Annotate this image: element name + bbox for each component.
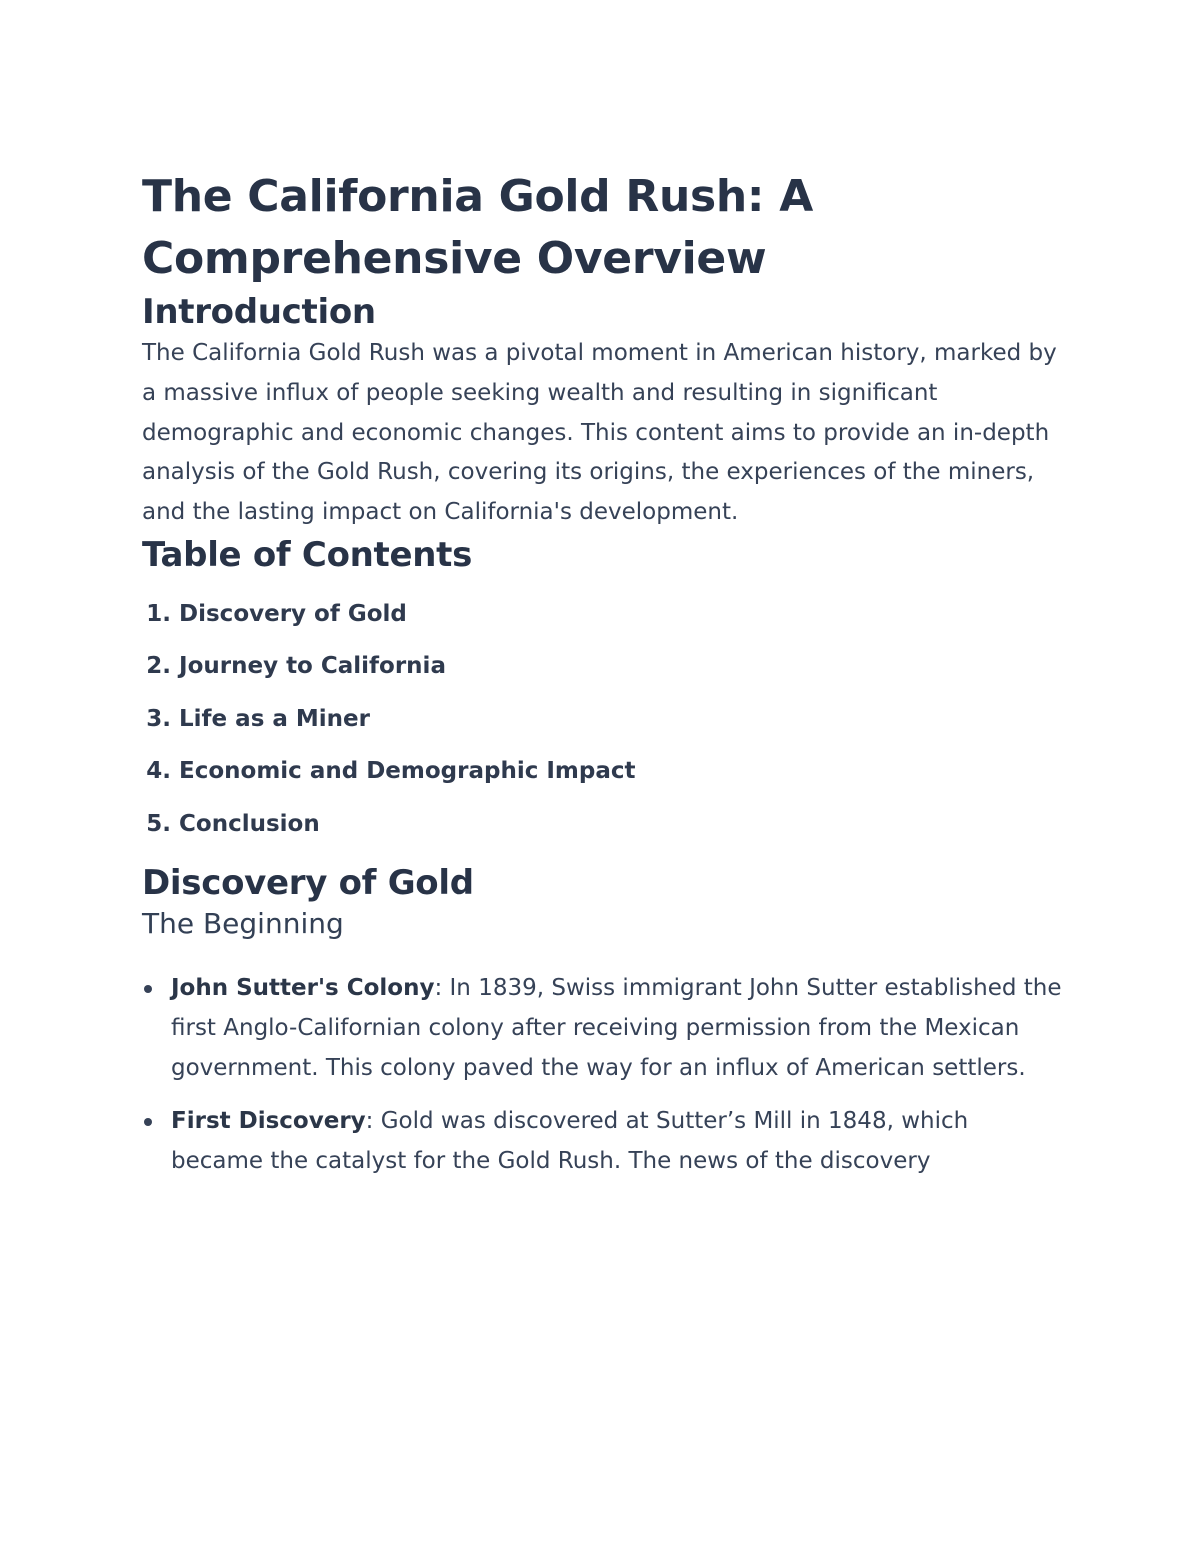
bullet-term: First Discovery [171,1108,366,1135]
bullet-dot-icon [144,985,152,993]
toc-item-label: Discovery of Gold [179,600,407,627]
introduction-paragraph: The California Gold Rush was a pivotal moment in American history, marked by a massive influx of people seeking wealth and resulting in significant demographic and economic changes. This content aims to provide an in-depth analysis of the Gold Rush, covering its origins, the experiences of the miners, and the lasting impact on California's development. [142,340,1057,526]
bullet-term: John Sutter's Colony [171,975,435,1002]
bullet-text: : Gold was discovered at Sutter’s Mill in 1848, which became the catalyst for the Gold Rush. The news of the discovery [171,1108,969,1174]
document-title: The California Gold Rush: A Comprehensive Overview [142,171,813,284]
toc-item-number: 3. [146,705,171,732]
table-of-contents-heading: Table of Contents [142,534,473,575]
toc-item-number: 2. [146,653,171,680]
discovery-bullet-list [142,969,1062,1181]
toc-item-discovery-of-gold[interactable] [142,599,1062,629]
toc-item-label: Life as a Miner [179,705,371,732]
toc-item-journey-to-california[interactable] [142,651,1062,681]
toc-item-economic-and-demographic-impact[interactable] [142,756,1062,786]
toc-item-number: 4. [146,758,171,785]
discovery-of-gold-heading: Discovery of Gold [142,863,474,904]
introduction-heading: Introduction [142,292,376,332]
toc-item-label: Economic and Demographic Impact [179,758,636,785]
toc-item-number: 5. [146,810,171,837]
list-item-john-sutters-colony [142,969,1062,1088]
the-beginning-subheading: The Beginning [142,907,344,941]
bullet-dot-icon [144,1118,152,1126]
list-item-first-discovery [142,1102,1062,1181]
document-page [142,166,1062,1195]
toc-item-number: 1. [146,600,171,627]
toc-item-life-as-a-miner[interactable] [142,704,1062,734]
toc-item-label: Conclusion [179,810,320,837]
toc-item-label: Journey to California [179,653,446,680]
bullet-text: : In 1839, Swiss immigrant John Sutter established the first Anglo-Californian colony after receiving permission from the Mexican government. This colony paved the way for an influx of American settlers. [171,975,1062,1081]
toc-item-conclusion[interactable] [142,809,1062,839]
table-of-contents-list [142,599,1062,839]
